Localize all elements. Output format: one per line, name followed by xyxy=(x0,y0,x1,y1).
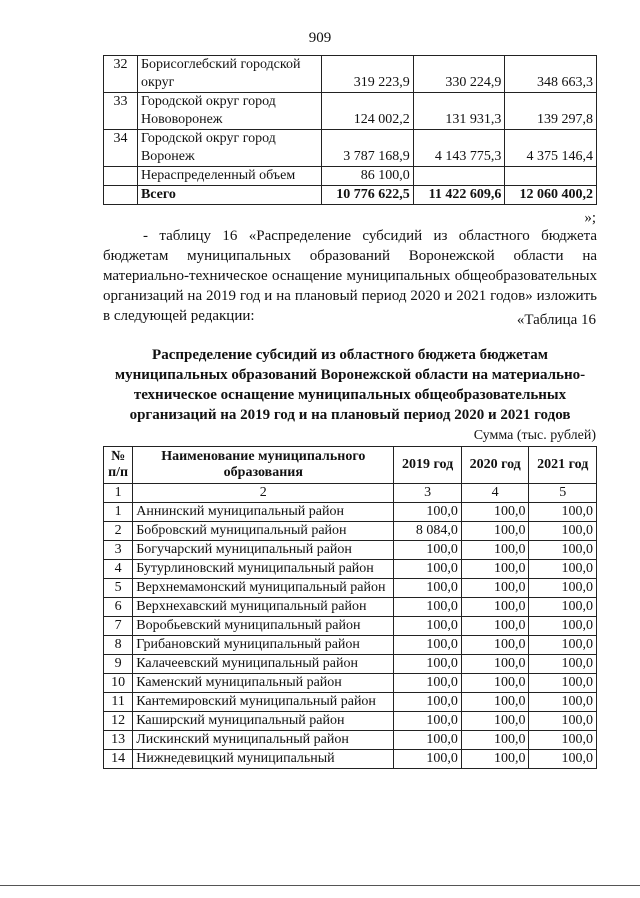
row-number: 12 xyxy=(104,712,133,731)
row-number: 14 xyxy=(104,750,133,769)
row-number: 34 xyxy=(104,130,138,167)
value-2019: 100,0 xyxy=(394,617,462,636)
unit-label: Сумма (тыс. рублей) xyxy=(473,428,596,443)
column-index: 5 xyxy=(529,484,597,503)
header-2020: 2020 год xyxy=(461,447,529,484)
footer-divider xyxy=(0,885,640,886)
row-number: 10 xyxy=(104,674,133,693)
table-header-row xyxy=(104,447,597,484)
value-2019: 124 002,2 xyxy=(322,93,414,130)
value-2021: 100,0 xyxy=(529,541,597,560)
value-2021: 100,0 xyxy=(529,598,597,617)
value-2020: 4 143 775,3 xyxy=(413,130,505,167)
row-number: 1 xyxy=(104,503,133,522)
value-2021: 100,0 xyxy=(529,731,597,750)
table-row xyxy=(104,731,597,750)
header-num: № п/п xyxy=(104,447,133,484)
value-2019: 100,0 xyxy=(394,541,462,560)
value-2019: 100,0 xyxy=(394,655,462,674)
row-number: 4 xyxy=(104,560,133,579)
closing-quote: »; xyxy=(584,210,596,226)
value-2020: 100,0 xyxy=(461,541,529,560)
table-row xyxy=(104,598,597,617)
value-2019: 100,0 xyxy=(394,579,462,598)
column-index: 3 xyxy=(394,484,462,503)
row-number: 6 xyxy=(104,598,133,617)
municipality-name: Нераспределенный объем xyxy=(137,167,321,186)
municipality-name: Каширский муниципальный район xyxy=(133,712,394,731)
row-number: 9 xyxy=(104,655,133,674)
value-2019: 319 223,9 xyxy=(322,56,414,93)
table-row xyxy=(104,712,597,731)
municipality-name: Лискинский муниципальный район xyxy=(133,731,394,750)
value-2019: 100,0 xyxy=(394,731,462,750)
value-2020: 100,0 xyxy=(461,617,529,636)
row-number: 32 xyxy=(104,56,138,93)
column-index: 2 xyxy=(133,484,394,503)
municipality-name: Бобровский муниципальный район xyxy=(133,522,394,541)
value-2020: 131 931,3 xyxy=(413,93,505,130)
total-2019: 10 776 622,5 xyxy=(322,186,414,205)
value-2020: 100,0 xyxy=(461,693,529,712)
value-2019: 100,0 xyxy=(394,636,462,655)
table-row xyxy=(104,617,597,636)
total-2020: 11 422 609,6 xyxy=(413,186,505,205)
value-2021: 100,0 xyxy=(529,617,597,636)
table-title: Распределение субсидий из областного бюджета бюджетам муниципальных образований Воронежской области на материально-техническое оснащение муниципальных общеобразовательных организаций на 2019 год и на плановый период 2020 и 2021 годов xyxy=(114,347,586,423)
table-row xyxy=(104,130,597,167)
row-number: 8 xyxy=(104,636,133,655)
value-2021: 100,0 xyxy=(529,579,597,598)
municipality-name: Бутурлиновский муниципальный район xyxy=(133,560,394,579)
table-row xyxy=(104,560,597,579)
municipality-name: Городской округ город Воронеж xyxy=(137,130,321,167)
value-2020: 100,0 xyxy=(461,560,529,579)
total-row xyxy=(104,186,597,205)
value-2020: 100,0 xyxy=(461,579,529,598)
previous-table-continuation xyxy=(103,55,597,205)
row-number xyxy=(104,186,138,205)
row-number: 7 xyxy=(104,617,133,636)
value-2020: 100,0 xyxy=(461,636,529,655)
value-2019: 100,0 xyxy=(394,503,462,522)
header-name: Наименование муниципального образования xyxy=(133,447,394,484)
municipality-name: Верхнехавский муниципальный район xyxy=(133,598,394,617)
value-2021: 100,0 xyxy=(529,674,597,693)
row-number: 33 xyxy=(104,93,138,130)
table-row xyxy=(104,750,597,769)
row-number: 5 xyxy=(104,579,133,598)
value-2019: 100,0 xyxy=(394,750,462,769)
row-number: 3 xyxy=(104,541,133,560)
value-2020 xyxy=(413,167,505,186)
table-label: «Таблица 16 xyxy=(516,312,596,328)
table-row xyxy=(104,167,597,186)
value-2021: 100,0 xyxy=(529,712,597,731)
table-row xyxy=(104,541,597,560)
municipality-name: Калачеевский муниципальный район xyxy=(133,655,394,674)
header-2021: 2021 год xyxy=(529,447,597,484)
value-2021: 100,0 xyxy=(529,503,597,522)
row-number: 13 xyxy=(104,731,133,750)
value-2019: 100,0 xyxy=(394,598,462,617)
value-2021 xyxy=(505,167,597,186)
page-number: 909 xyxy=(308,30,332,46)
table-row xyxy=(104,579,597,598)
table-row xyxy=(104,655,597,674)
amendment-paragraph: - таблицу 16 «Распределение субсидий из областного бюджета бюджетам муниципальных образований Воронежской области на материально-техническое оснащение муниципальных общеобразовательных организаций на 2019 год и на плановый период 2020 и 2021 годов» изложить в следующей редакции: xyxy=(103,228,597,324)
row-number: 2 xyxy=(104,522,133,541)
value-2020: 100,0 xyxy=(461,674,529,693)
total-label: Всего xyxy=(137,186,321,205)
subsidy-table xyxy=(103,446,597,769)
value-2021: 139 297,8 xyxy=(505,93,597,130)
value-2020: 100,0 xyxy=(461,598,529,617)
table-row xyxy=(104,674,597,693)
table-row xyxy=(104,93,597,130)
value-2020: 330 224,9 xyxy=(413,56,505,93)
municipality-name: Аннинский муниципальный район xyxy=(133,503,394,522)
table-row xyxy=(104,503,597,522)
row-number: 11 xyxy=(104,693,133,712)
municipality-name: Богучарский муниципальный район xyxy=(133,541,394,560)
municipality-name: Городской округ город Нововоронеж xyxy=(137,93,321,130)
value-2021: 100,0 xyxy=(529,636,597,655)
municipality-name: Воробьевский муниципальный район xyxy=(133,617,394,636)
table-row xyxy=(104,56,597,93)
row-number xyxy=(104,167,138,186)
municipality-name: Верхнемамонский муниципальный район xyxy=(133,579,394,598)
municipality-name: Кантемировский муниципальный район xyxy=(133,693,394,712)
value-2020: 100,0 xyxy=(461,712,529,731)
value-2021: 100,0 xyxy=(529,560,597,579)
value-2021: 100,0 xyxy=(529,655,597,674)
value-2020: 100,0 xyxy=(461,655,529,674)
value-2021: 100,0 xyxy=(529,522,597,541)
value-2019: 8 084,0 xyxy=(394,522,462,541)
value-2021: 100,0 xyxy=(529,750,597,769)
column-index: 4 xyxy=(461,484,529,503)
value-2019: 3 787 168,9 xyxy=(322,130,414,167)
value-2021: 100,0 xyxy=(529,693,597,712)
value-2019: 100,0 xyxy=(394,693,462,712)
value-2021: 4 375 146,4 xyxy=(505,130,597,167)
table-row xyxy=(104,636,597,655)
value-2020: 100,0 xyxy=(461,750,529,769)
header-2019: 2019 год xyxy=(394,447,462,484)
total-2021: 12 060 400,2 xyxy=(505,186,597,205)
value-2020: 100,0 xyxy=(461,731,529,750)
value-2019: 86 100,0 xyxy=(322,167,414,186)
value-2021: 348 663,3 xyxy=(505,56,597,93)
municipality-name: Борисоглебский городской округ xyxy=(137,56,321,93)
municipality-name: Нижнедевицкий муниципальный xyxy=(133,750,394,769)
municipality-name: Грибановский муниципальный район xyxy=(133,636,394,655)
column-index: 1 xyxy=(104,484,133,503)
value-2019: 100,0 xyxy=(394,712,462,731)
table-row xyxy=(104,522,597,541)
municipality-name: Каменский муниципальный район xyxy=(133,674,394,693)
value-2019: 100,0 xyxy=(394,674,462,693)
value-2019: 100,0 xyxy=(394,560,462,579)
column-index-row xyxy=(104,484,597,503)
value-2020: 100,0 xyxy=(461,522,529,541)
value-2020: 100,0 xyxy=(461,503,529,522)
table-row xyxy=(104,693,597,712)
